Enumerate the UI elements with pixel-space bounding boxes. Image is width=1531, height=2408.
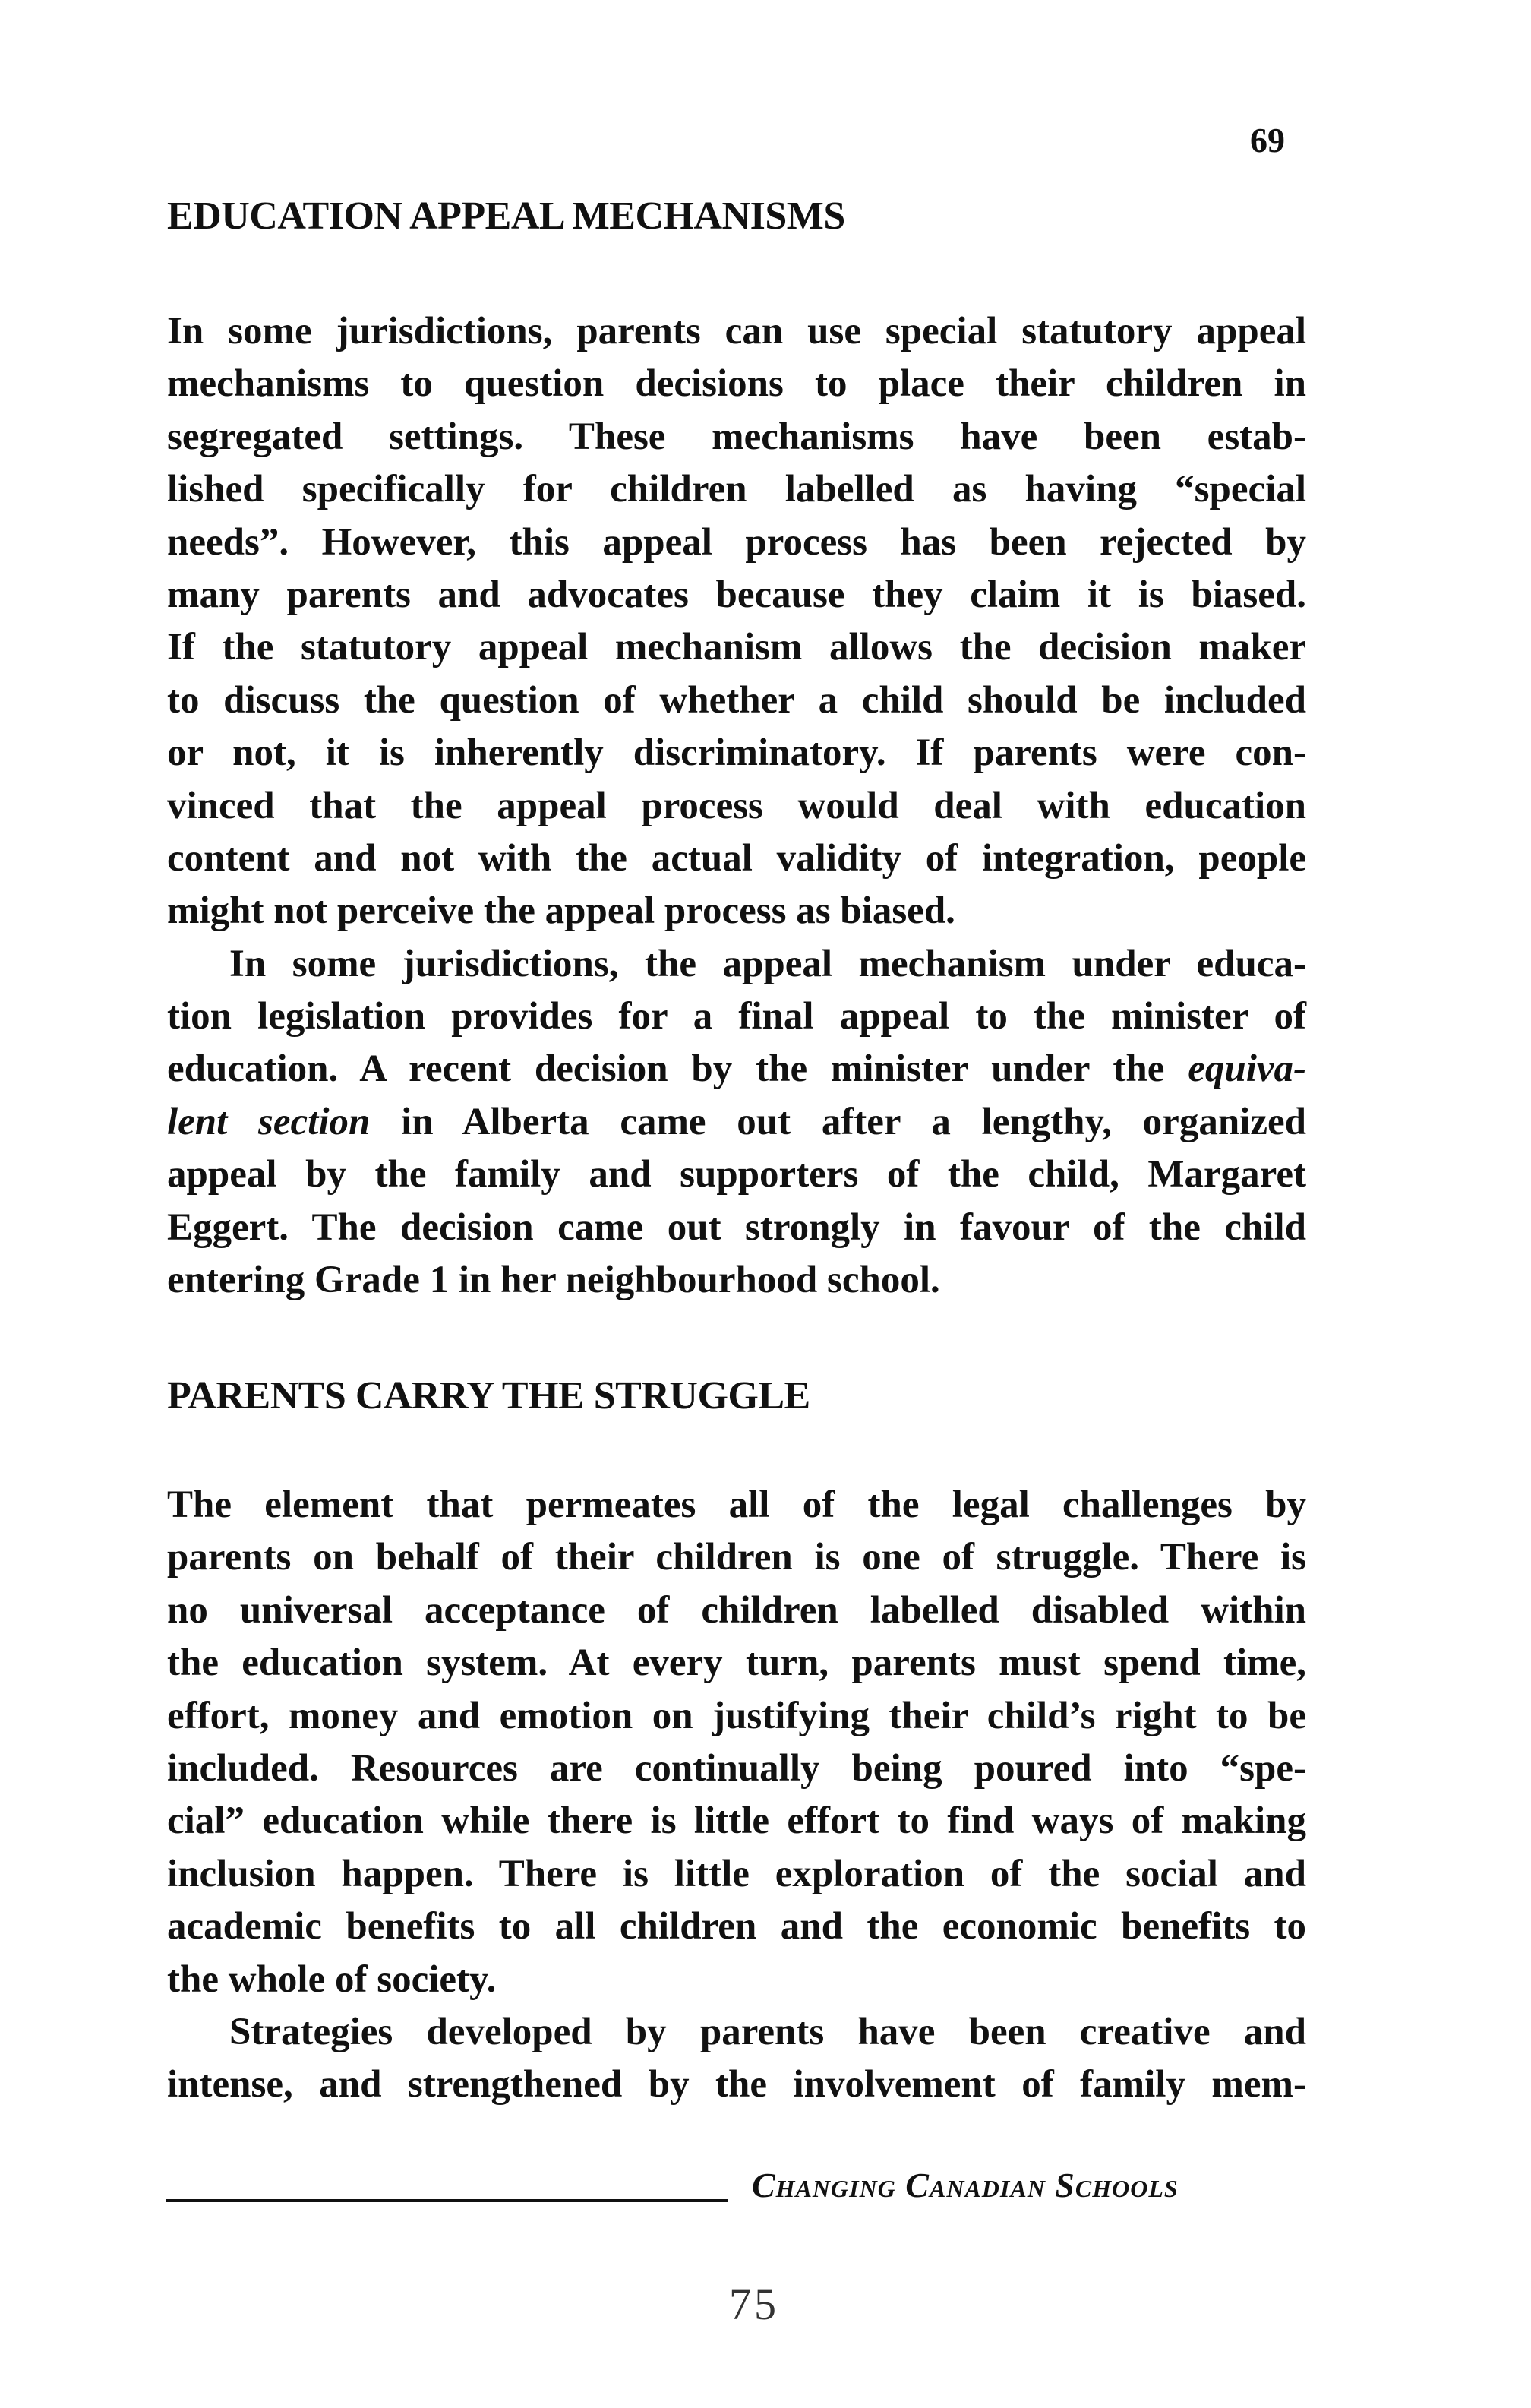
- text-line: Strategies developed by parents have been creative and: [229, 2010, 1306, 2053]
- text-line: to discuss the question of whether a child should be included: [167, 678, 1306, 722]
- text-line: In some jurisdictions, parents can use special statutory appeal: [167, 310, 1306, 352]
- text-run: in Alberta came out after a lengthy, organized: [370, 1100, 1306, 1143]
- section-heading-education-appeal: EDUCATION APPEAL MECHANISMS: [167, 194, 845, 238]
- text-line: [167, 1096, 1306, 1149]
- text-line: the whole of society.: [167, 1958, 497, 2001]
- text-line: In some jurisdictions, the appeal mechanism under educa-: [229, 942, 1306, 985]
- text-line: needs”. However, this appeal process has been rejected by: [167, 520, 1306, 564]
- text-line: many parents and advocates because they claim it is biased.: [167, 573, 1306, 616]
- text-line: tion legislation provides for a final appeal to the minister of: [167, 995, 1306, 1038]
- text-line: effort, money and emotion on justifying their child’s right to be: [167, 1694, 1306, 1737]
- footer-rule: [166, 2199, 728, 2202]
- bottom-page-mark: 75: [729, 2280, 779, 2329]
- italic-text-run: equiva-: [1188, 1048, 1306, 1091]
- text-line: If the statutory appeal mechanism allows the decision maker: [167, 626, 1306, 669]
- text-line: The element that permeates all of the legal challenges by: [167, 1484, 1306, 1526]
- text-line: lished specifically for children labelled as having “special: [167, 468, 1306, 511]
- text-line: intense, and strengthened by the involvement of family mem-: [167, 2063, 1306, 2106]
- text-line: segregated settings. These mechanisms have been estab-: [167, 415, 1306, 458]
- text-line: inclusion happen. There is little exploration of the social and: [167, 1852, 1306, 1895]
- text-line: parents on behalf of their children is one of struggle. There is: [167, 1536, 1306, 1579]
- text-line: content and not with the actual validity of integration, people: [167, 836, 1306, 880]
- text-line: the education system. At every turn, parents must spend time,: [167, 1642, 1306, 1685]
- text-line: academic benefits to all children and the economic benefits to: [167, 1905, 1306, 1948]
- text-line: Eggert. The decision came out strongly in favour of the child: [167, 1206, 1306, 1249]
- text-run: education. A recent decision by the minister under the: [167, 1048, 1188, 1091]
- text-line: mechanisms to question decisions to place their children in: [167, 362, 1306, 406]
- text-line: [167, 1043, 1306, 1095]
- section-body-education-appeal: [167, 305, 1306, 1307]
- text-line: included. Resources are continually being poured into “spe-: [167, 1746, 1306, 1790]
- section-heading-parents-carry-struggle: PARENTS CARRY THE STRUGGLE: [167, 1374, 810, 1417]
- italic-text-run: lent section: [167, 1100, 371, 1143]
- text-line: cial” education while there is little effort to find ways of making: [167, 1800, 1306, 1843]
- text-line: no universal acceptance of children labelled disabled within: [167, 1588, 1306, 1632]
- text-line: entering Grade 1 in her neighbourhood school.: [167, 1259, 940, 1302]
- text-line: or not, it is inherently discriminatory. If parents were con-: [167, 732, 1306, 775]
- text-line: might not perceive the appeal process as biased.: [167, 890, 955, 933]
- footer-book-title: Changing Canadian Schools: [752, 2166, 1179, 2204]
- section-body-parents-carry-struggle: [167, 1479, 1306, 2112]
- text-line: vinced that the appeal process would deal with education: [167, 784, 1306, 827]
- text-line: appeal by the family and supporters of the child, Margaret: [167, 1153, 1306, 1196]
- page-number: 69: [1250, 121, 1285, 160]
